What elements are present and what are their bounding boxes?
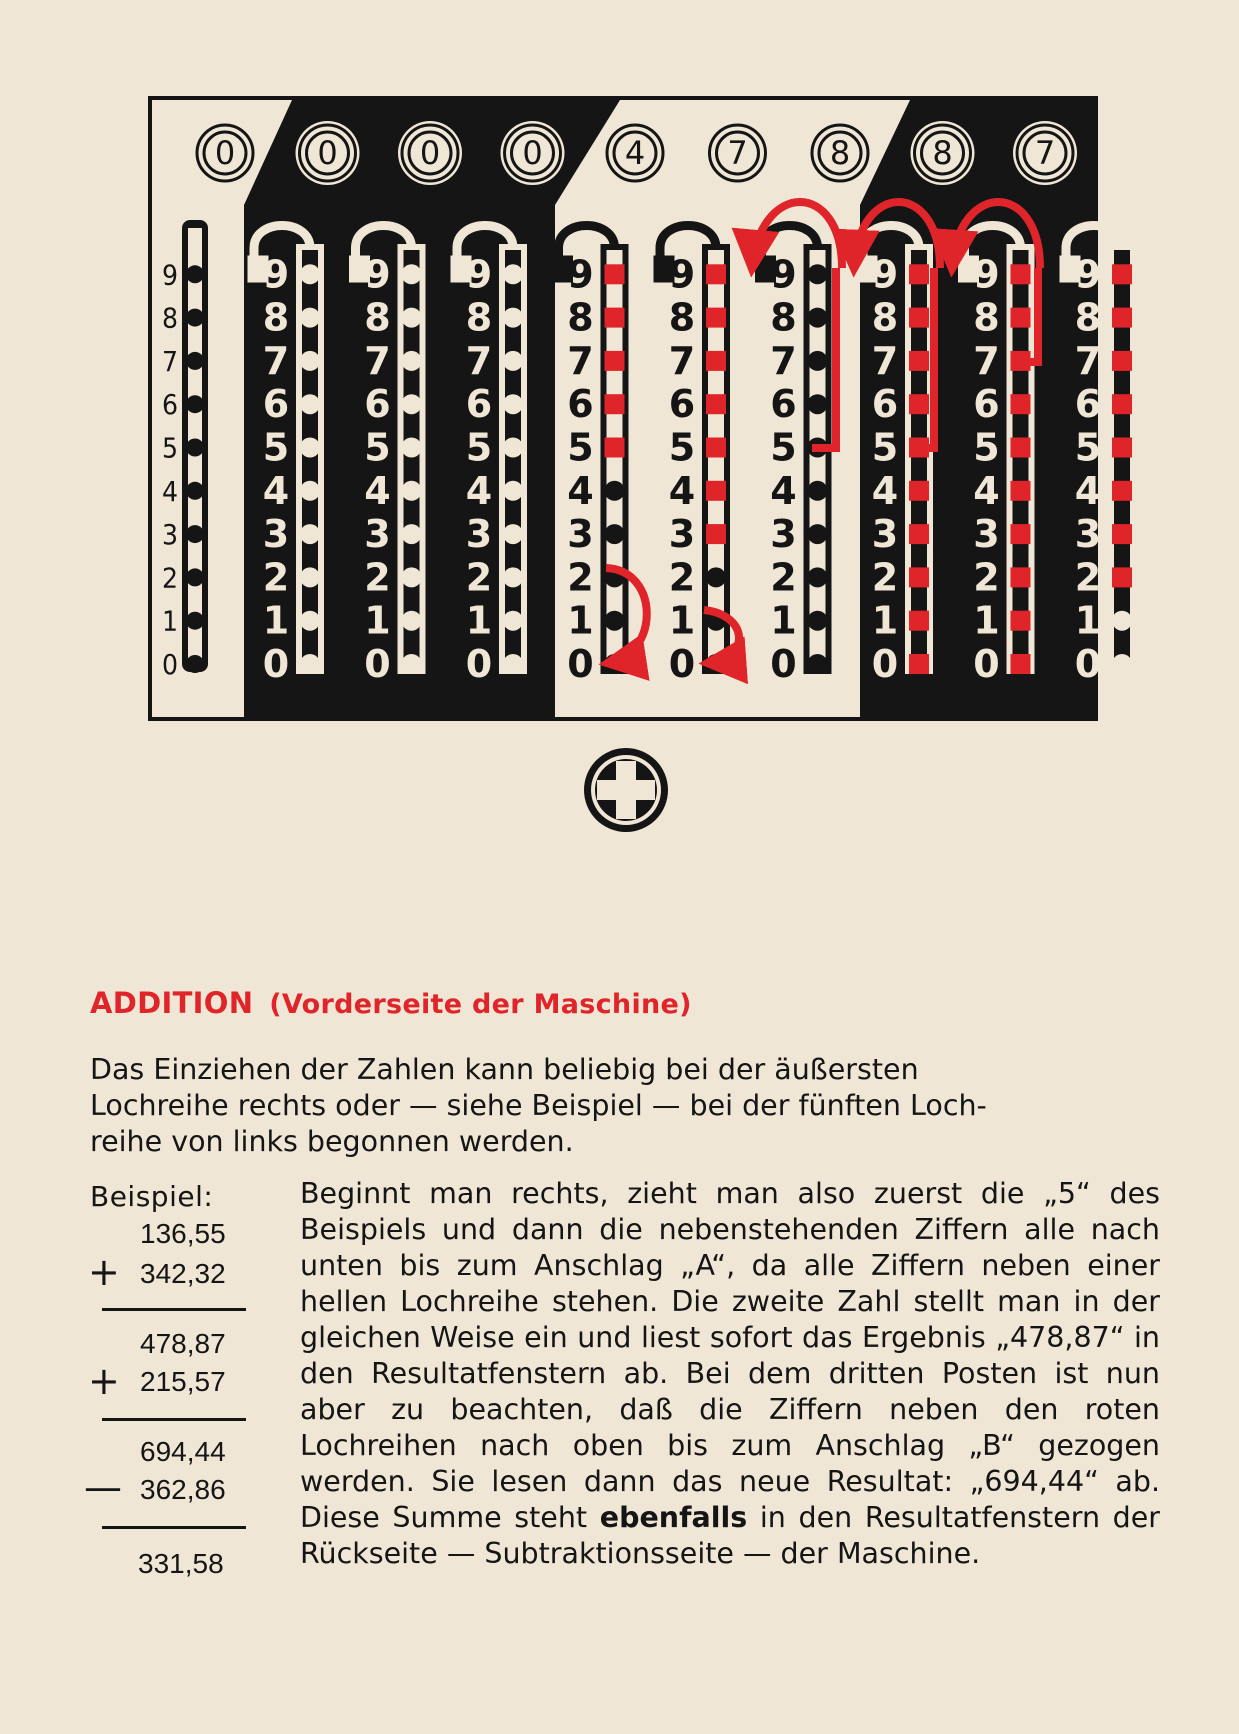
scale-digit: 1: [161, 604, 179, 638]
result-window: [808, 121, 872, 185]
column-digit: 1: [1074, 598, 1102, 643]
hole: [808, 481, 828, 501]
hole: [503, 394, 523, 414]
column-digit: 8: [567, 295, 594, 340]
red-hole: [909, 654, 929, 674]
hole: [503, 308, 523, 328]
column-digit: 5: [262, 425, 290, 470]
result-window: [296, 121, 360, 185]
column-digit: 3: [770, 512, 797, 557]
column-digit: 2: [262, 555, 290, 600]
red-hole: [1112, 567, 1132, 587]
column-digit: 1: [364, 598, 391, 643]
column-digit: 8: [668, 295, 696, 340]
result-digit: 8: [932, 134, 953, 172]
heading-subtitle: (Vorderseite der Maschine): [269, 989, 692, 1020]
column-digit: 6: [973, 382, 1000, 427]
column-digit: 6: [465, 382, 493, 427]
column-digit: 1: [973, 598, 1000, 643]
column-digit: 7: [364, 338, 391, 383]
red-hole: [1011, 611, 1031, 631]
example-value: 694,44: [140, 1436, 226, 1467]
red-hole: [1011, 308, 1031, 328]
sum-line: [102, 1308, 246, 1311]
red-hole: [1112, 264, 1132, 284]
hole: [402, 567, 422, 587]
result-window: [501, 121, 565, 185]
red-hole: [605, 394, 625, 414]
scale-hole: [186, 395, 204, 413]
example-value: 136,55: [140, 1218, 226, 1249]
red-hole: [1011, 481, 1031, 501]
column-digit: 6: [668, 382, 696, 427]
scale-digit: 0: [161, 648, 179, 681]
scale-digit: 2: [161, 561, 179, 595]
hole: [503, 524, 523, 544]
hole: [402, 611, 422, 631]
column-digit: 5: [1074, 425, 1102, 470]
result-window: [193, 121, 257, 185]
red-hole: [1011, 567, 1031, 587]
column-digit: 4: [668, 468, 696, 513]
red-hole: [1011, 264, 1031, 284]
column-digit: 9: [364, 252, 391, 297]
sum-line: [102, 1526, 246, 1529]
example-label: Beispiel:: [90, 1180, 214, 1213]
hole: [1112, 611, 1132, 631]
hole: [300, 654, 320, 674]
column-digit: 8: [871, 295, 899, 340]
hole: [605, 524, 625, 544]
red-hole: [909, 611, 929, 631]
scale-digit: 5: [161, 431, 179, 465]
hole: [300, 438, 320, 458]
column-digit: 6: [262, 382, 290, 427]
hole: [503, 351, 523, 371]
column-digit: 7: [770, 338, 797, 383]
red-hole: [909, 481, 929, 501]
column-digit: 7: [1074, 338, 1102, 383]
column-digit: 0: [1074, 642, 1102, 686]
red-hole: [706, 438, 726, 458]
column-digit: 1: [871, 598, 899, 643]
column-digit: 9: [973, 252, 1000, 297]
result-digit: 7: [1034, 134, 1056, 172]
column-digit: 7: [465, 338, 493, 383]
hole: [402, 438, 422, 458]
column-digit: 6: [770, 382, 797, 427]
column-digit: 0: [567, 642, 594, 686]
column-digit: 1: [668, 598, 696, 643]
result-digit: 0: [214, 134, 236, 172]
red-hole: [605, 308, 625, 328]
red-hole: [909, 394, 929, 414]
example-value: 478,87: [140, 1328, 226, 1359]
plus-sign-icon: [584, 748, 668, 832]
hole: [1112, 654, 1132, 674]
column-digit: 0: [465, 642, 493, 686]
hole: [605, 611, 625, 631]
result-digit: 4: [624, 134, 646, 172]
result-digit: 0: [419, 134, 441, 172]
red-hole: [706, 481, 726, 501]
red-hole: [1112, 394, 1132, 414]
hole: [808, 654, 828, 674]
hole: [808, 524, 828, 544]
red-hole: [706, 394, 726, 414]
column-digit: 2: [770, 555, 797, 600]
scale-digit: 4: [161, 474, 179, 508]
scale-hole: [186, 309, 204, 327]
hole: [808, 351, 828, 371]
scale-digit: 6: [161, 388, 179, 422]
scale-hole: [186, 568, 204, 586]
hole: [605, 481, 625, 501]
hole: [402, 351, 422, 371]
column-digit: 2: [1074, 555, 1102, 600]
column-digit: 6: [567, 382, 594, 427]
column-digit: 5: [973, 425, 1000, 470]
result-window: [603, 121, 667, 185]
column-digit: 9: [871, 252, 899, 297]
example-operator: —: [84, 1465, 122, 1509]
example-value: 342,32: [140, 1258, 226, 1289]
column-digit: 5: [567, 425, 594, 470]
column-digit: 0: [770, 642, 797, 686]
intro-line: reihe von links begonnen werden.: [90, 1125, 574, 1158]
red-hole: [909, 264, 929, 284]
column-digit: 2: [364, 555, 391, 600]
column-digit: 4: [871, 468, 899, 513]
red-hole: [1011, 394, 1031, 414]
column-digit: 5: [364, 425, 391, 470]
red-hole: [1112, 438, 1132, 458]
hole: [300, 351, 320, 371]
result-window: [1013, 121, 1077, 185]
example-value: 331,58: [138, 1548, 224, 1579]
column-digit: 5: [871, 425, 899, 470]
heading-title: ADDITION: [90, 986, 254, 1020]
hole: [808, 611, 828, 631]
hole: [503, 654, 523, 674]
adding-machine-diagram: [0, 0, 1239, 840]
hole: [300, 394, 320, 414]
hole: [402, 481, 422, 501]
example-operator: +: [88, 1250, 120, 1294]
scale-hole: [186, 655, 204, 673]
red-hole: [706, 308, 726, 328]
scale-digit: 9: [161, 258, 179, 292]
red-hole: [1112, 481, 1132, 501]
scale-hole: [186, 612, 204, 630]
column-digit: 9: [567, 252, 594, 297]
red-hole: [1011, 654, 1031, 674]
column-digit: 3: [1074, 512, 1102, 557]
column-digit: 3: [668, 512, 696, 557]
column-digit: 7: [262, 338, 290, 383]
scale-hole: [186, 265, 204, 283]
column-digit: 6: [1074, 382, 1102, 427]
column-digit: 3: [262, 512, 290, 557]
hole: [503, 438, 523, 458]
hole: [706, 567, 726, 587]
column-digit: 4: [465, 468, 493, 513]
red-hole: [706, 264, 726, 284]
example-value: 215,57: [140, 1366, 226, 1397]
column-digit: 3: [973, 512, 1000, 557]
instruction-paragraph: [300, 1176, 1160, 1572]
column-digit: 4: [770, 468, 797, 513]
red-hole: [909, 308, 929, 328]
hole: [300, 611, 320, 631]
column-digit: 6: [364, 382, 391, 427]
red-hole: [605, 264, 625, 284]
column-digit: 1: [262, 598, 290, 643]
result-window: [398, 121, 462, 185]
hole: [300, 524, 320, 544]
scale-digit: 7: [161, 344, 179, 378]
scale-hole: [186, 439, 204, 457]
hole: [300, 481, 320, 501]
column-digit: 2: [465, 555, 493, 600]
red-hole: [706, 351, 726, 371]
red-hole: [1112, 351, 1132, 371]
left-scale: [162, 220, 208, 681]
column-digit: 4: [364, 468, 391, 513]
column-digit: 4: [567, 468, 594, 513]
column-digit: 5: [770, 425, 797, 470]
section-heading: [90, 986, 692, 1020]
column-digit: 9: [668, 252, 696, 297]
red-hole: [1112, 524, 1132, 544]
red-hole: [1011, 438, 1031, 458]
column-digit: 0: [364, 642, 391, 686]
column-digit: 3: [871, 512, 899, 557]
hole: [300, 308, 320, 328]
hole: [300, 264, 320, 284]
scale-hole: [186, 525, 204, 543]
column-digit: 1: [465, 598, 493, 643]
column-digit: 9: [770, 252, 797, 297]
column-digit: 8: [770, 295, 797, 340]
column-digit: 3: [465, 512, 493, 557]
result-digit: 8: [829, 134, 851, 172]
red-hole: [909, 567, 929, 587]
column-digit: 8: [364, 295, 391, 340]
red-hole: [605, 351, 625, 371]
column-digit: 2: [973, 555, 1000, 600]
column-digit: 9: [465, 252, 493, 297]
column-digit: 3: [567, 512, 594, 557]
intro-line: Lochreihe rechts oder — siehe Beispiel — bei der fünften Loch-: [90, 1089, 987, 1122]
column-digit: 8: [262, 295, 290, 340]
hole: [808, 308, 828, 328]
result-windows: [193, 121, 1077, 185]
column-digit: 7: [871, 338, 899, 383]
hole: [300, 567, 320, 587]
column-digit: 3: [364, 512, 391, 557]
red-hole: [605, 438, 625, 458]
red-hole: [1011, 524, 1031, 544]
column-digit: 2: [668, 555, 696, 600]
column-digit: 6: [871, 382, 899, 427]
column-digit: 8: [1074, 295, 1102, 340]
red-hole: [909, 351, 929, 371]
column-digit: 1: [770, 598, 797, 643]
result-window: [706, 121, 770, 185]
column-digit: 2: [567, 555, 594, 600]
column-digit: 4: [1074, 468, 1102, 513]
result-digit: 0: [317, 134, 338, 172]
column-digit: 5: [465, 425, 493, 470]
column-digit: 4: [262, 468, 290, 513]
column-digit: 1: [567, 598, 594, 643]
column-digit: 7: [567, 338, 594, 383]
hole: [808, 394, 828, 414]
hole: [808, 264, 828, 284]
column-digit: 0: [262, 642, 290, 686]
scale-hole: [186, 482, 204, 500]
hole: [402, 394, 422, 414]
result-digit: 7: [727, 134, 748, 172]
column-digit: 0: [668, 642, 696, 686]
red-hole: [706, 524, 726, 544]
column-digit: 2: [871, 555, 899, 600]
hole: [402, 524, 422, 544]
body-bold-text: ebenfalls: [599, 1501, 748, 1534]
column-digit: 5: [668, 425, 696, 470]
body-text: in den Resultatfenstern der Rückseite — Subtraktionsseite — der Maschine.: [300, 1501, 1161, 1570]
column-digit: 7: [668, 338, 696, 383]
hole: [503, 567, 523, 587]
result-digit: 0: [522, 134, 543, 172]
scale-digit: 8: [161, 301, 179, 335]
hole: [402, 654, 422, 674]
example-value: 362,86: [140, 1474, 226, 1505]
column-digit: 4: [973, 468, 1000, 513]
hole: [503, 611, 523, 631]
red-hole: [1112, 308, 1132, 328]
hole: [402, 308, 422, 328]
intro-paragraph: [90, 1052, 1160, 1160]
hole: [503, 264, 523, 284]
sum-line: [102, 1418, 246, 1421]
column-digit: 9: [1074, 252, 1102, 297]
column-digit: 8: [973, 295, 1000, 340]
intro-line: Das Einziehen der Zahlen kann beliebig bei der äußersten: [90, 1053, 919, 1086]
example-operator: +: [88, 1359, 120, 1403]
column-digit: 0: [973, 642, 1000, 686]
column-digit: 9: [262, 252, 290, 297]
scale-digit: 3: [161, 518, 179, 552]
column-digit: 0: [871, 642, 899, 686]
red-hole: [909, 524, 929, 544]
hole: [402, 264, 422, 284]
column-digit: 8: [465, 295, 493, 340]
result-window: [911, 121, 975, 185]
column-digit: 7: [973, 338, 1000, 383]
body-text: Beginnt man rechts, zieht man also zuerst die „5“ des Beispiels und dann die nebenstehenden Ziffern alle nach unten bis zum Anschlag „A“, da alle Ziffern neben einer hellen Lochreihe stehen. Die zweite Zahl stellt man in der gleichen Weise ein und liest sofort das Ergebnis „478,87“ in den Resultatfenstern ab. Bei dem dritten Posten ist nun aber zu beachten, daß die Ziffern neben den roten Lochreihen nach oben bis zum Anschlag „B“ gezogen werden. Sie lesen dann das neue Resultat: „694,44“ ab. Diese Summe steht: [300, 1177, 1160, 1534]
hole: [808, 567, 828, 587]
hole: [503, 481, 523, 501]
scale-hole: [186, 352, 204, 370]
